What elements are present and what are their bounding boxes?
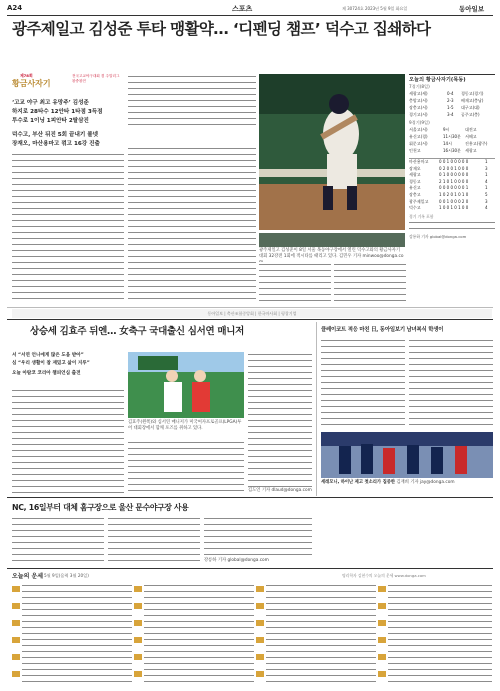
badge-title: 황금사자기 [12, 79, 51, 88]
story4-byline: 강릉하 기자 global@donga.com [204, 558, 269, 563]
ad-strip: 동아일보 | 축산조합중앙회 | 한국마사회 | 평창기업 [12, 309, 492, 318]
paper-name: 동아일보 [459, 5, 485, 13]
horoscope-grid [12, 583, 492, 687]
section-name: 스포츠 [232, 5, 253, 13]
lead-body-col1 [12, 152, 124, 304]
horoscope-sponsor: 명리학자 김현수의 오늘의 운세 www.donga.com [342, 572, 426, 578]
story2-photo [128, 352, 244, 418]
story4-headline: NC, 16일부터 대체 홈구장으로 울산 문수야구장 사용 [12, 503, 189, 512]
story4-body-col1 [12, 516, 104, 564]
story2-deck: 서 “서연 언니에게 많은 도움 받아” 심 “우리 생활이 참 재밌고 삶이 지루” 오늘 아람코 코리아 챔피언십 출전 [12, 353, 90, 376]
lead-deck: ‘고교 야구 최고 유망주’ 김성준 하지로 28타수 12안타 1타점 3득점 투수로 1이닝 1피안타 2탈삼진 덕수고, 부산 뒤진 5회 끝내기 볼넷 장재오, 마산용마고 꺾고 16강 진출 [12, 100, 103, 147]
story3-headline: 클레이코트 적응 마친 日, 동아일보기 남녀복식 학생이 [321, 327, 444, 333]
lead-photo [259, 74, 405, 230]
page-number: A24 [7, 4, 23, 12]
results-list: 세광고(세) 0-4 경동고(경기) 충암고(서) 2-3 배재고(충남) 장충고(서) 1-5 대구고(대) 경기고(서) 3-4 공주고(충) [409, 91, 484, 117]
tournament-badge: 제78회 황금사자기 [12, 73, 51, 88]
story2-headline: 상승세 김효주 뒤엔… 女축구 국대출신 심서연 매니저 [30, 326, 244, 337]
story2-photo-caption: 김효주(왼쪽)와 심서연 매니저가 미국여자프로골프(LPGA)투어 대회장에서 함께 포즈를 취하고 있다. [128, 420, 242, 431]
story2-byline: 김도언 기자 dlaud@donga.com [248, 488, 312, 493]
lead-body-col3 [259, 262, 331, 304]
horoscope-title: 오늘의 운세 [12, 573, 44, 580]
story4-body-col3 [204, 516, 312, 558]
horoscope-header [12, 571, 492, 581]
badge-subtitle: 전국고교야구대회 겸 주말리그 왕중왕전 [72, 74, 120, 83]
schedule-title: 오늘의 황금사자기(목동) [409, 77, 466, 83]
story2-body-col1 [12, 388, 124, 494]
lead-body-col2b [128, 146, 256, 304]
story4-body-col2 [108, 516, 200, 564]
story3-body-col1 [321, 338, 405, 430]
lead-photo-2 [259, 232, 405, 246]
today-list: 서울고(서) 9시 대전고 유신고(경) 11시30분 서해고 휘문고(서) 14시 진흥고(광주) 인천고 16시30분 세광고 [409, 127, 488, 153]
issue-info: 제 30724호 2023년 5월 9일 화요일 [342, 5, 408, 11]
box-score: 마산용마고 0 0 1 0 0 0 0 0 1 장재오 0 2 0 0 1 0 0 0 3 세광고 0 1 0 0 0 0 0 0 1 경동고 2 1 0 1 0 0 0 0 4 유신고 0 0 0 0 0 0 0 1 1 장충고 1 0 2 0 1 0 1 0 5 광주제일고 0 0 1 0 0 0 2 0 3 덕수고 1 0 0 1 0 1 0 0 4 [409, 158, 495, 212]
lead-photo-caption: 광주제일고 김성준이 8일 서울 목동야구장에서 열린 덕수고와의 황금사자기 대회 32강전 1회에 적시타를 때리고 있다. 김민우 기자 minwoo@donga.co [259, 248, 404, 259]
lead-body-col4 [334, 262, 406, 304]
masthead [7, 3, 493, 15]
lead-headline: 광주제일고 김성준 투타 맹활약… ‘디펜딩 챔프’ 덕수고 집쇄하다 [12, 20, 431, 38]
horoscope-date: 5월 9일(음력 3월 20일) [44, 572, 89, 578]
lead-body-col2 [128, 74, 256, 130]
story2-body-col2 [128, 440, 244, 494]
story3-body-col2 [409, 338, 493, 430]
story2-body-col3 [248, 352, 312, 488]
schedule-box: 오늘의 황금사자기(목동) 7경기(8일) 세광고(세) 0-4 경동고(경기) 충암고(서) 2-3 배재고(충남) 장충고(서) 1-5 대구고(대) 경기고(서) 3-4 공주고(충) 9경기(9일) 서울고(서) 9시 대전고 유신고(경) 11시30분 서해고 휘문고(서) 14시 진흥고(광주) 인천고 16시30분 세광고 마산용마고 0 0 1 0 0 0 0 0 1 장재오 0 2 0 0 1 0 0 0 3 세광고 0 1 0 0 0 0 0 0 1 경동고 2 1 0 1 0 0 0 0 4 유신고 0 0 0 0 0 0 0 1 1 장충고 1 0 2 0 1 0 1 0 5 광주제일고 0 0 1 0 0 0 2 0 3 덕수고 1 0 0 1 0 1 0 0 4 경기 기록 포함 강릉하 기자 global@donga.com [409, 74, 495, 305]
story3-photo [321, 432, 493, 478]
story3-caption: 세레모니, 하이난 제고 첫소리가 집중한 김재희 기자 jay@donga.com [321, 480, 455, 485]
